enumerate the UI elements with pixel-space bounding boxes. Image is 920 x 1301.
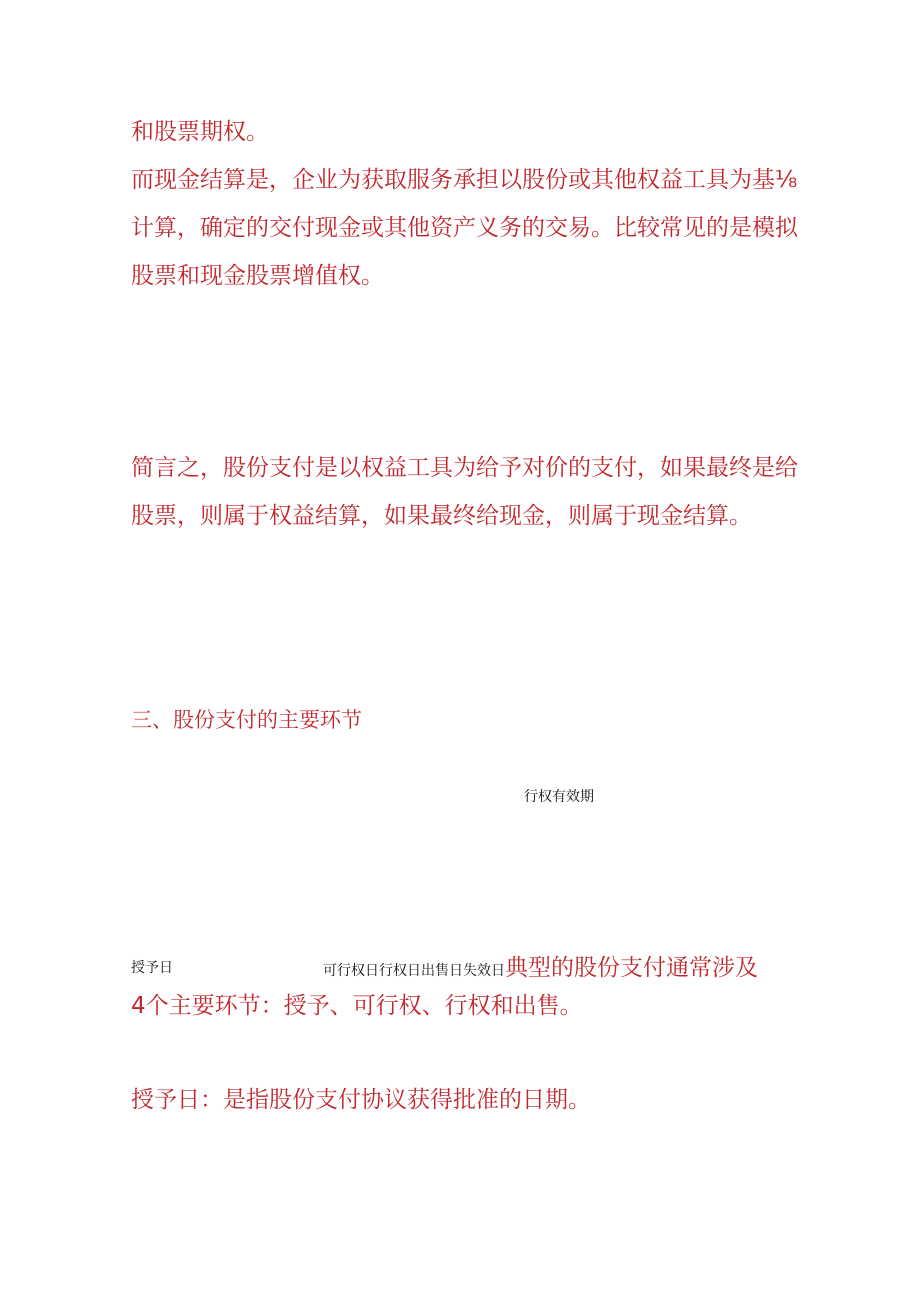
paragraph-line: 4个主要环节：授予、可行权、行权和出售。 (131, 993, 583, 1019)
diagram-label-timeline (323, 955, 758, 981)
paragraph-line: 股票和现金股票增值权。 (131, 263, 384, 289)
paragraph-line: 授予日：是指股份支付协议获得批准的日期。 (131, 1087, 591, 1113)
paragraph-line: 典型的股份支付通常涉及 (505, 955, 758, 981)
paragraph-line: 股票，则属于权益结算，如果最终给现金，则属于现金结算。 (131, 503, 752, 529)
paragraph-line: 而现金结算是，企业为获取服务承担以股份或其他权益工具为基⅛ (131, 167, 798, 193)
diagram-label-grant-date: 授予日 (131, 960, 173, 976)
paragraph-line: 计算，确定的交付现金或其他资产义务的交易。比较常见的是模拟 (131, 215, 798, 241)
diagram-label-vesting-dates: 可行权日行权日出售日失效日 (323, 963, 505, 979)
paragraph-line: 简言之，股份支付是以权益工具为给予对价的支付，如果最终是给 (131, 455, 798, 481)
diagram-label-exercise-period: 行权有效期 (524, 789, 594, 805)
section-heading: 三、股份支付的主要环节 (131, 708, 362, 732)
paragraph-line: 和股票期权。 (131, 119, 269, 145)
